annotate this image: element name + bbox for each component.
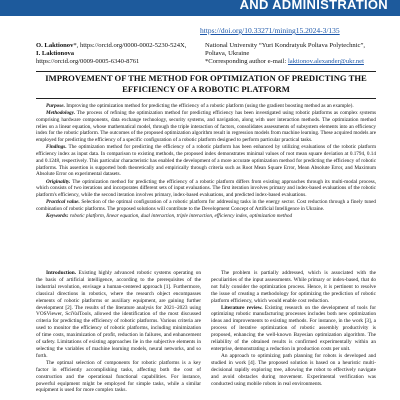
title-rule-bottom	[36, 98, 376, 99]
paper-title: IMPROVEMENT OF THE METHOD FOR OPTIMIZATION OF PREDICTING THE EFFICIENCY OF A ROBOTIC PLATFORM	[45, 73, 367, 94]
methodology-text: The process of refining the optimization method for predicting efficiency has been investigated using robotic platforms as complex systems comprising hardware components, data exchange technology, security systems, and navigation, along with user interaction methods. The optimization method relies on a linear equation, whose mathematical model, through the triple interaction of factors, consolidates assessments of subsystem elements into an efficiency index for the robotic platform. The outcomes of the proposed optimization algorithm result in regression models from machine learning. These acquired models are employed for predicting the efficiency of a specific configuration of a robotic platform designed to perform particular practical tasks.	[36, 110, 377, 144]
title-rule-top	[36, 71, 376, 72]
body-paragraph	[211, 353, 376, 388]
findings-label: Findings.	[46, 144, 67, 151]
originality-label: Originality.	[46, 178, 71, 185]
literature-review-text: Existing research on the development of tools for optimizing robotic manufacturing processes includes both new optimization ideas and improvements to existing methods. For instance, in the work [3], a process of iterative optimization of robotic assembly productivity is proposed, enhancing the well-known Bayesian optimization algorithm. The reliability of the obtained results is confirmed experimentally within an enterprise, demonstrating a reduction in production costs per unit.	[211, 304, 376, 352]
author-email-link[interactable]: laktionov.alexander@ukr.net	[287, 58, 364, 65]
author-2-name: I. Laktionova	[36, 50, 75, 57]
body-paragraph-text: An approach to optimizing path planning for robots is developed and studied in work [4]. The proposed solution is based on a heuristic multi-decisional rapidly exploring tree, allowing the robot to effectively navigate and avoid obstacles during movement. Experimental verification was conducted using mobile robots in real environments.	[211, 352, 376, 387]
journal-header-band	[0, 0, 400, 16]
author-1-orcid[interactable]: *, https://orcid.org/0000-0002-5230-524X,	[73, 42, 187, 49]
findings-text: The optimization method for predicting the efficiency of a robotic platform has been enhanced by utilizing evaluations of the robotic platform efficiency index as input data. In comparison to existing methods, the proposed index demonstrates minimal values of root mean square deviation at 0.1794, 0.14 and 0.1248, respectively. This particular characteristic has enabled the development of a more accurate optimization method for predicting the efficiency of robotic platforms. This assertion is supported both theoretically and empirically through criteria such as Root Mean Square Error, Mean Absolute Error, and Maximum Absolute Error on experimental datasets.	[36, 144, 377, 178]
introduction-label: Introduction.	[46, 270, 77, 276]
keywords	[36, 213, 376, 220]
author-block	[36, 42, 186, 66]
body-paragraph-text: The problem is partially addressed, which is associated with the peculiarities of the input assessments. While primary or index-based, that do not fully consider the optimization process. Hence, it is pertinent to resolve the issue of creating a methodology for optimizing the prediction of robotic platform efficiency, which would enable cost reduction.	[211, 270, 376, 304]
body-paragraph	[36, 360, 201, 395]
body-columns	[36, 270, 376, 400]
keywords-label: Keywords:	[46, 213, 69, 220]
purpose-text: Improving the optimization method for predicting the efficiency of a robotic platform (using the gradient boosting method as an example).	[66, 103, 354, 109]
body-paragraph	[211, 270, 376, 305]
introduction-text: Existing highly advanced robotic systems operating on the basis of artificial intelligence, according to the prerequisites of the industrial revolution, envisage a human-centered approach [1]. Furthermore, classical directions in robotics, where the research object encompasses elements of robotic platforms or auxiliary equipment, are gaining further development [2]. The results of the literature analysis for 2021–2023 using VOSViewer, SciValTools, allowed the identification of the most discussed criteria for predicting the efficiency of robotic platforms. Various criteria are used to monitor the efficiency of robotic platforms, including minimization of time costs, maximization of profit, reduction in failures, and enhancement of safety. Limitations of existing approaches lie in the subjective elements in selecting the variables of machine learning models, neural networks, and so forth.	[36, 270, 201, 359]
author-1	[36, 42, 186, 50]
abstract	[36, 103, 376, 221]
practical-label: Practical value.	[46, 199, 80, 206]
author-2-orcid[interactable]: https://orcid.org/0009-0005-6340-8761	[36, 58, 140, 65]
abstract-findings	[36, 144, 376, 178]
doi-link[interactable]: https://doi.org/10.33271/mining15.2024-3/135	[200, 26, 340, 35]
corresponding-label: *Corresponding author e-mail:	[205, 58, 288, 65]
body-column-left	[36, 270, 201, 400]
affiliation-block	[205, 42, 375, 66]
affiliation-text: National University “Yuri Kondratyuk Poltava Polytechnic”, Poltava, Ukraine	[205, 42, 366, 57]
abstract-practical	[36, 199, 376, 212]
abstract-purpose	[36, 103, 376, 110]
journal-section-title: AND ADMINISTRATION	[239, 0, 388, 12]
author-1-name: O. Laktionov	[36, 42, 74, 49]
practical-text: Selection of the optimal configuration of a robotic platform for addressing tasks in the energy sector. Cost reduction through a finely tuned combination of robotic platforms. The proposed solutions will contribute to the Development Concept of Artificial Intelligence in Ukraine.	[36, 199, 376, 212]
keywords-text: robotic platform, linear equation, dual interaction, triple interaction, efficiency index, optimization method	[69, 213, 293, 220]
abstract-originality	[36, 179, 376, 199]
literature-review-paragraph	[211, 305, 376, 353]
originality-text: The optimization method for predicting the efficiency of a robotic platform differs from existing approaches through its multi-modal process, which consists of two iterations and incorporates different sets of input evaluations. The first iteration involves primary and index-based evaluations of the robotic platform's efficiency, while the second iteration involves primary, index-based evaluations, and predicted index-based evaluations.	[36, 178, 376, 198]
abstract-methodology	[36, 110, 376, 144]
purpose-label: Purpose.	[46, 103, 65, 109]
introduction-paragraph	[36, 270, 201, 360]
body-column-right	[211, 270, 376, 400]
methodology-label: Methodology.	[46, 110, 76, 117]
body-paragraph-text: The optimal selection of components for robotic platforms is a key factor in efficiently accomplishing tasks, affecting both the cost of construction and the operational functional capabilities. For instance, powerful equipment might be employed for simple tasks, while a similar equipment is used for more complex tasks.	[36, 359, 201, 394]
corresponding-author	[205, 58, 375, 66]
literature-review-label: Literature review.	[221, 304, 263, 311]
author-2	[36, 50, 186, 58]
